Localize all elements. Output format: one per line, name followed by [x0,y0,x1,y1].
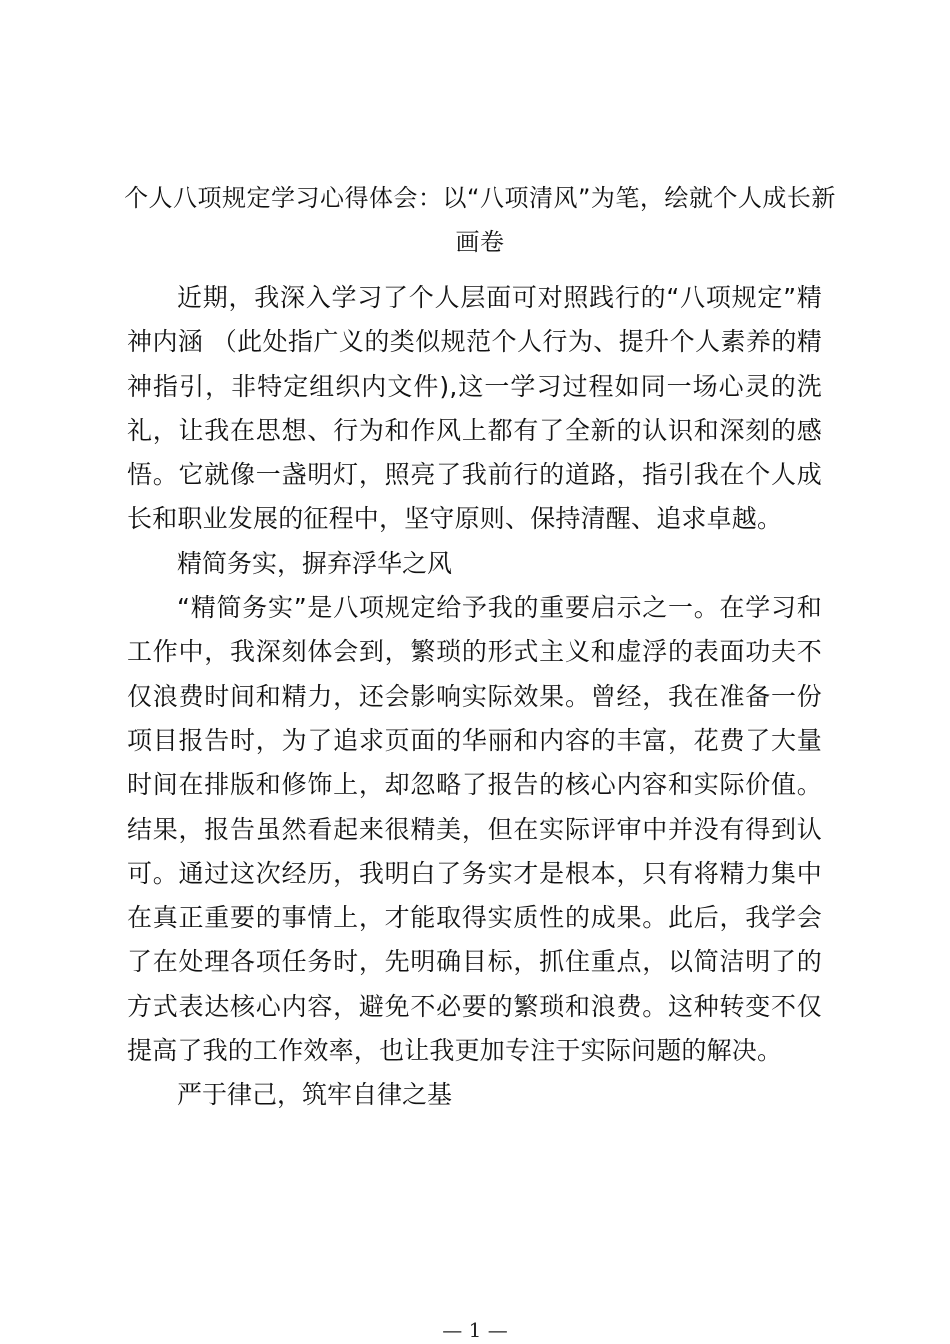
page-number: — 1 — [442,1318,508,1342]
document-title: 个人八项规定学习心得体会：以“八项清风”为笔，绘就个人成长新画卷 [124,184,836,256]
document-body [127,276,822,1118]
section-heading-yanyu: 严于律己，筑牢自律之基 [177,1080,453,1110]
intro-paragraph: 近期，我深入学习了个人层面可对照践行的“八项规定”精神内涵 （此处指广义的类似规范个人行为、提升个人素养的精神指引，非特定组织内文件),这一学习过程如同一场心灵的洗礼，让我在思想、行为和作风上都有了全新的认识和深刻的感悟。它就像一盏明灯，照亮了我前行的道路，指引我在个人成长和职业发展的征程中，坚守原则、保持清醒、追求卓越。 [127,283,822,534]
section-paragraph-jingjian: “精简务实”是八项规定给予我的重要启示之一。在学习和工作中，我深刻体会到，繁琐的形式主义和虚浮的表面功夫不仅浪费时间和精力，还会影响实际效果。曾经，我在准备一份项目报告时，为了追求页面的华丽和内容的丰富，花费了大量时间在排版和修饰上，却忽略了报告的核心内容和实际价值。结果，报告虽然看起来很精美，但在实际评审中并没有得到认可。通过这次经历，我明白了务实才是根本，只有将精力集中在真正重要的事情上，才能取得实质性的成果。此后，我学会了在处理各项任务时，先明确目标，抓住重点，以简洁明了的方式表达核心内容，避免不必要的繁琐和浪费。这种转变不仅提高了我的工作效率，也让我更加专注于实际问题的解决。 [127,593,822,1066]
section-heading-jingjian: 精简务实，摒弃浮华之风 [177,548,453,578]
